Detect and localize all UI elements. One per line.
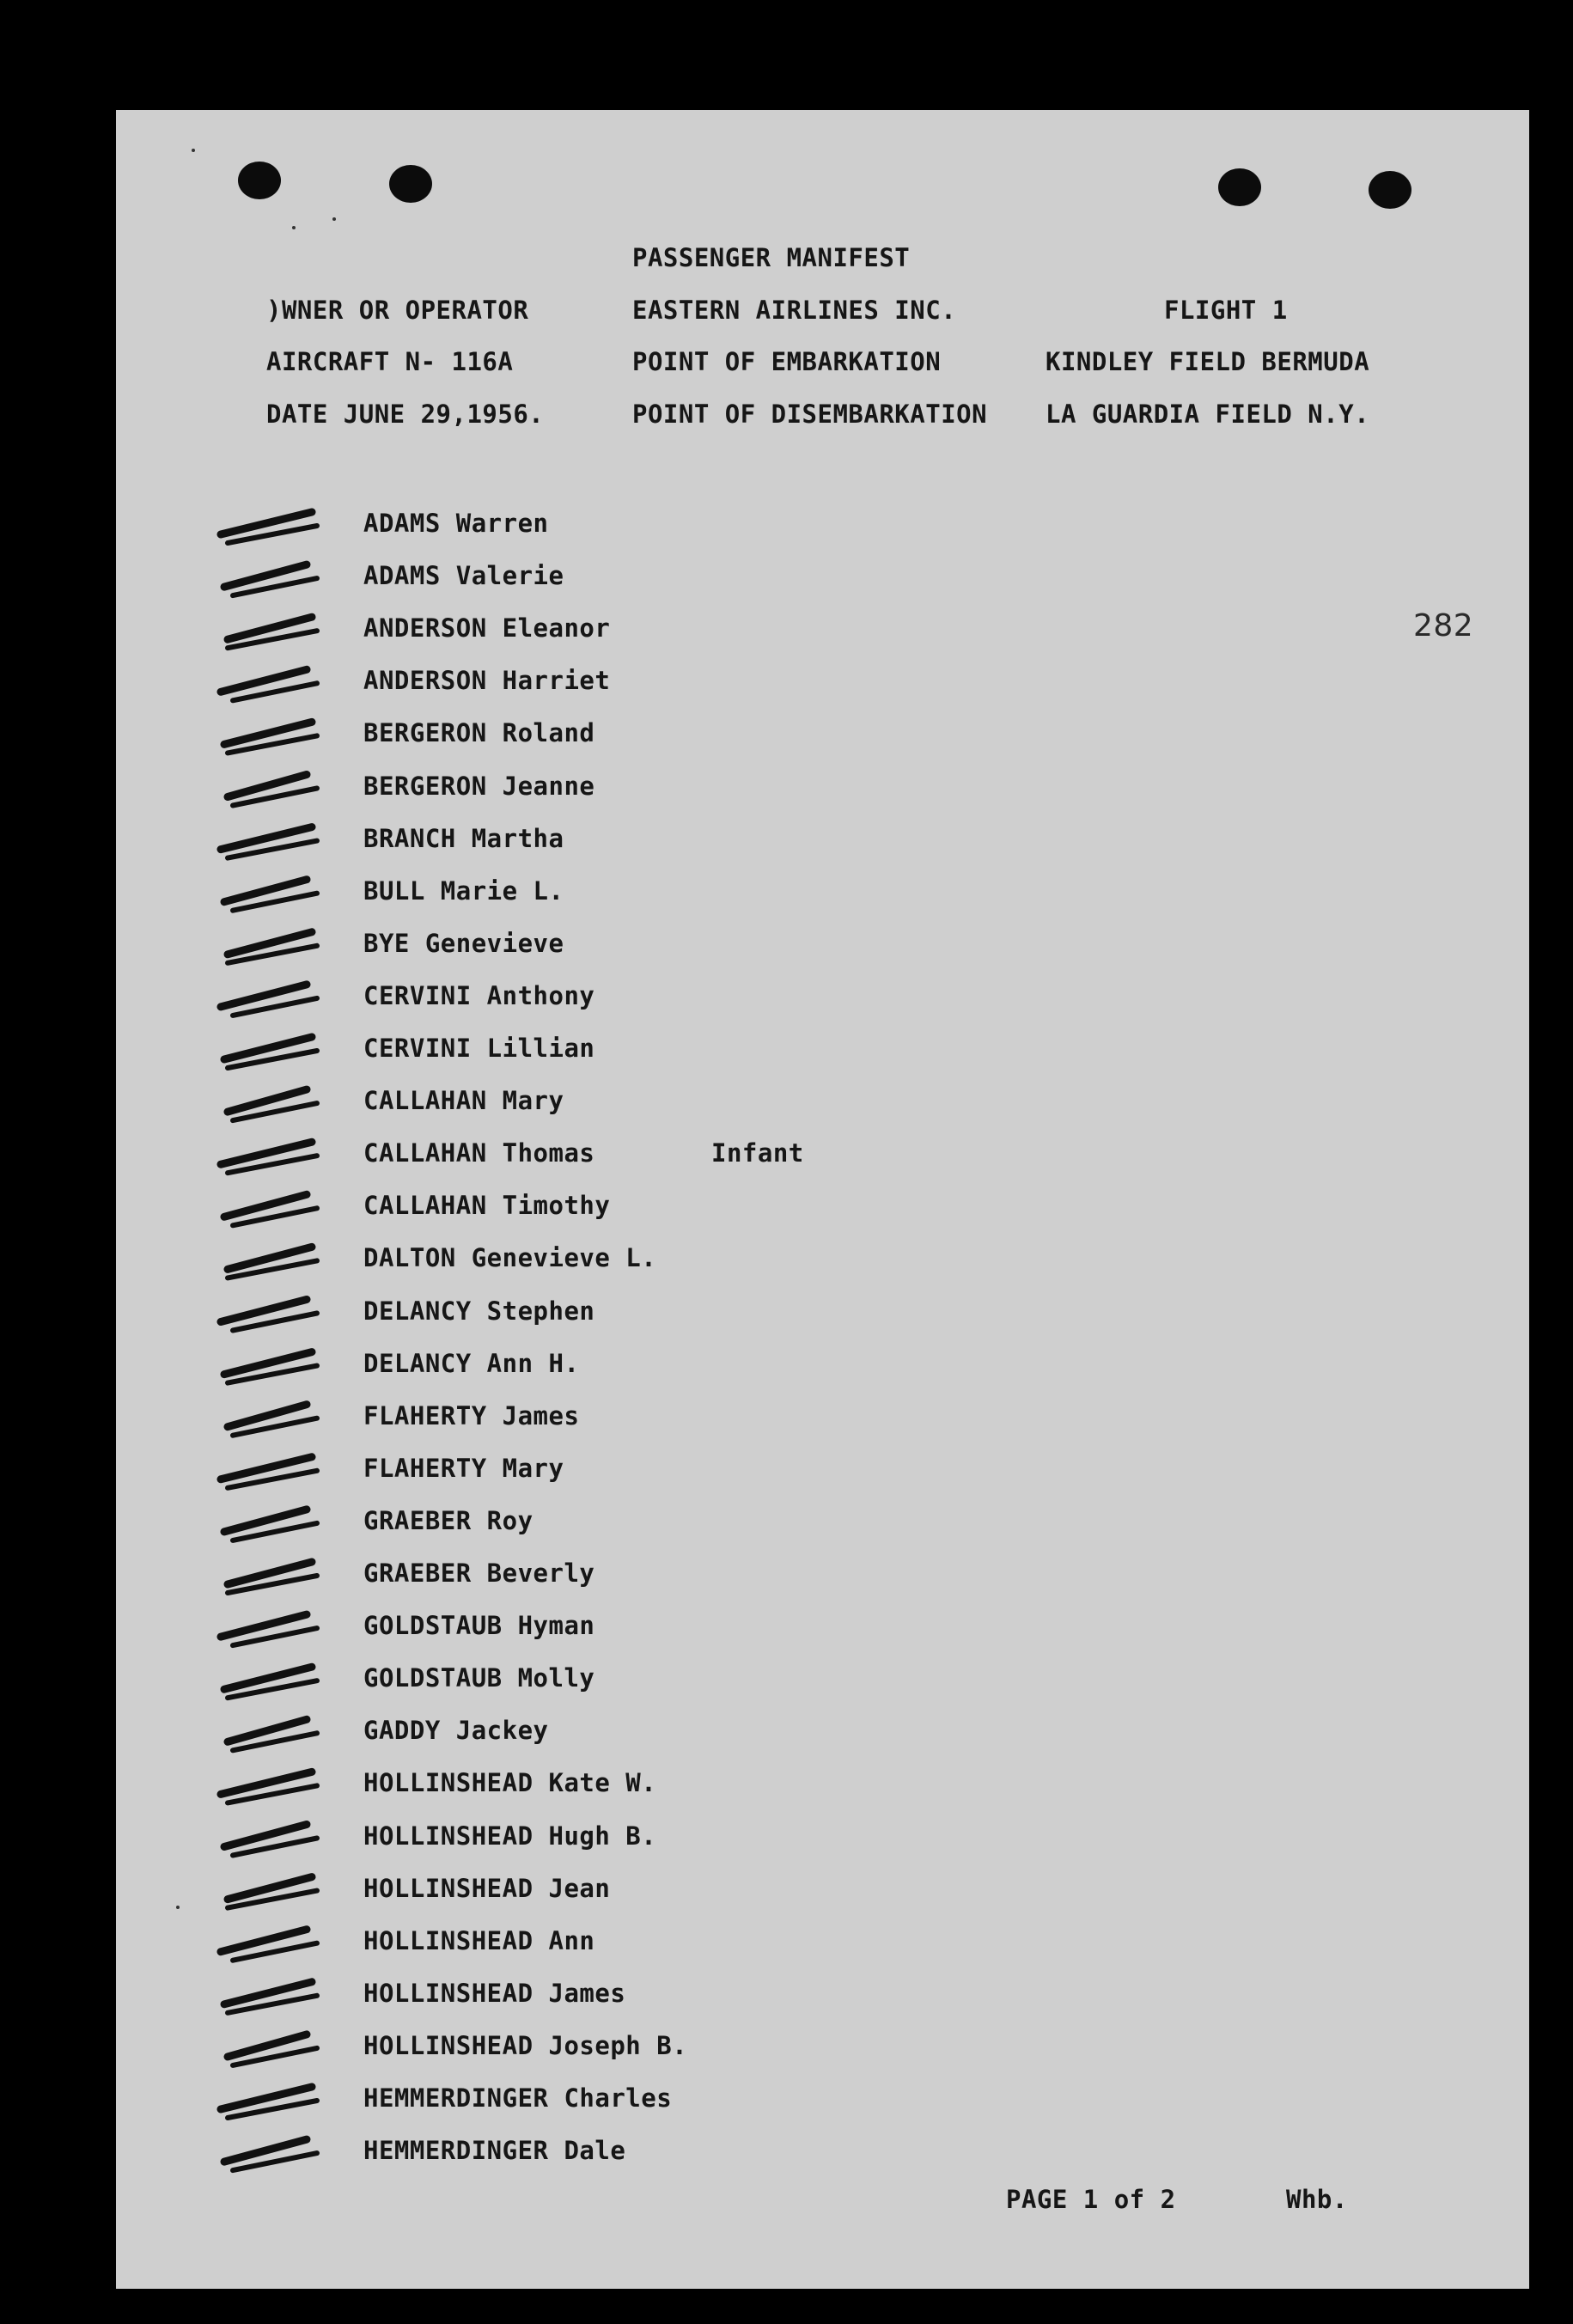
- passenger-name: ADAMS Warren: [363, 509, 549, 538]
- speck: [176, 1906, 180, 1909]
- passenger-name: BULL Marie L.: [363, 875, 564, 906]
- passenger-name: CALLAHAN Mary: [363, 1086, 564, 1116]
- passenger-name: BYE Genevieve: [363, 928, 564, 958]
- embarkation-label: POINT OF EMBARKATION: [632, 347, 942, 376]
- punch-hole-4: [1369, 171, 1411, 209]
- passenger-name: DALTON Genevieve L.: [363, 1243, 657, 1273]
- passenger-name: HEMMERDINGER Charles: [363, 2083, 673, 2113]
- passenger-name: ADAMS Valerie: [363, 561, 564, 591]
- passenger-name: GRAEBER Roy: [363, 1505, 533, 1535]
- passenger-name: DELANCY Stephen: [363, 1296, 595, 1326]
- passenger-name: HOLLINSHEAD Joseph B.: [363, 2030, 688, 2060]
- passenger-name: HEMMERDINGER Dale: [363, 2136, 626, 2166]
- punch-hole-2: [389, 165, 432, 203]
- punch-hole-1: [238, 162, 281, 199]
- passenger-name: BERGERON Roland: [363, 718, 595, 748]
- passenger-name: ANDERSON Eleanor: [363, 613, 611, 644]
- passenger-name: HOLLINSHEAD Ann: [363, 1925, 595, 1955]
- speck: [332, 217, 336, 221]
- owner-label: )WNER OR OPERATOR: [266, 296, 529, 325]
- passenger-name: HOLLINSHEAD Jean: [363, 1873, 611, 1903]
- passenger-name: CERVINI Lillian: [363, 1034, 595, 1063]
- page-number: PAGE 1 of 2: [1006, 2185, 1176, 2214]
- speck: [192, 149, 195, 152]
- passenger-name: GOLDSTAUB Hyman: [363, 1611, 595, 1641]
- passenger-name: HOLLINSHEAD Kate W.: [363, 1768, 657, 1798]
- disembarkation-value: LA GUARDIA FIELD N.Y.: [1046, 400, 1370, 429]
- passenger-name: HOLLINSHEAD Hugh B.: [363, 1821, 657, 1851]
- passenger-name: GADDY Jackey: [363, 1716, 549, 1746]
- passenger-name: FLAHERTY James: [363, 1400, 580, 1430]
- manifest-page: [116, 110, 1529, 2289]
- passenger-name: ANDERSON Harriet: [363, 666, 611, 696]
- passenger-name: GOLDSTAUB Molly: [363, 1663, 595, 1693]
- aircraft-number: AIRCRAFT N- 116A: [266, 347, 514, 376]
- passenger-name: GRAEBER Beverly: [363, 1558, 595, 1588]
- passenger-name: BRANCH Martha: [363, 823, 564, 853]
- passenger-name: FLAHERTY Mary: [363, 1453, 564, 1483]
- passenger-name: BERGERON Jeanne: [363, 771, 595, 801]
- manifest-date: DATE JUNE 29,1956.: [266, 400, 545, 429]
- passenger-note: Infant: [711, 1138, 804, 1168]
- check-marks: [210, 488, 357, 2284]
- clerk-initials: Whb.: [1286, 2185, 1348, 2214]
- embarkation-value: KINDLEY FIELD BERMUDA: [1046, 347, 1370, 376]
- passenger-name: HOLLINSHEAD James: [363, 1978, 626, 2008]
- punch-hole-3: [1218, 168, 1261, 206]
- passenger-name: CERVINI Anthony: [363, 980, 595, 1010]
- stamp-number: 282: [1413, 608, 1474, 644]
- manifest-title: PASSENGER MANIFEST: [632, 243, 911, 272]
- flight-number: FLIGHT 1: [1164, 296, 1288, 325]
- disembarkation-label: POINT OF DISEMBARKATION: [632, 400, 988, 429]
- owner-value: EASTERN AIRLINES INC.: [632, 296, 957, 325]
- passenger-name: CALLAHAN Thomas: [363, 1138, 595, 1168]
- passenger-name: CALLAHAN Timothy: [363, 1191, 611, 1221]
- passenger-name: DELANCY Ann H.: [363, 1348, 580, 1378]
- speck: [292, 226, 296, 229]
